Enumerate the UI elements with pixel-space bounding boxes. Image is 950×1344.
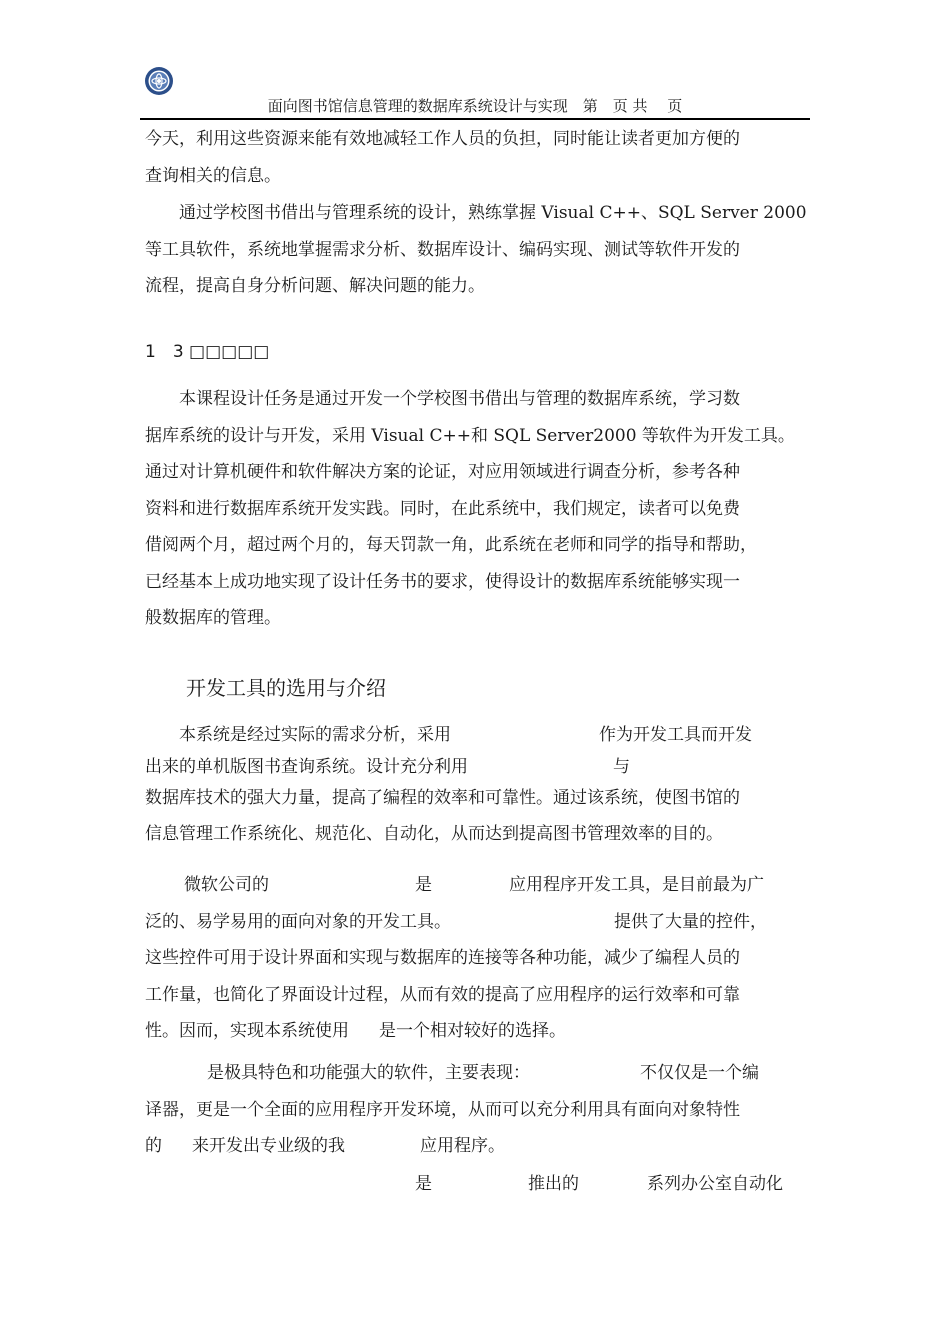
text-fragment: 本系统是经过实际的需求分析，采用 [179, 725, 451, 745]
text-fragment: 不仅仅是一个编 [640, 1063, 759, 1083]
text-fragment: 泛的、易学易用的面向对象的开发工具。 [145, 911, 451, 932]
paragraph-software-features [145, 1055, 808, 1165]
text-fragment: 系列办公室自动化 [647, 1174, 783, 1194]
text-fragment: 性。因而，实现本系统使用 [145, 1021, 349, 1041]
paragraph-design-task [145, 381, 808, 637]
text-line: 本课程设计任务是通过开发一个学校图书借出与管理的数据库系统，学习数 [179, 389, 740, 409]
header-divider [140, 118, 810, 120]
text-line: 通过学校图书借出与管理系统的设计，熟练掌握 Visual C++、SQL Server 2000 [179, 203, 807, 223]
text-fragment: 的 [145, 1136, 162, 1156]
text-line [145, 1055, 808, 1092]
text-fragment: 出来的单机版图书查询系统。设计充分利用 [145, 756, 468, 777]
text-fragment: 是极具特色和功能强大的软件，主要表现： [207, 1063, 530, 1083]
text-line [145, 717, 808, 754]
text-line: 等工具软件，系统地掌握需求分析、数据库设计、编码实现、测试等软件开发的 [145, 239, 740, 260]
paragraph-office-suite [145, 1166, 808, 1203]
paragraph-system-overview [145, 717, 808, 853]
text-line: 这些控件可用于设计界面和实现与数据库的连接等各种功能，减少了编程人员的 [145, 948, 740, 968]
text-fragment: 是 [415, 875, 432, 895]
text-fragment: 作为开发工具而开发 [599, 725, 752, 745]
text-fragment: 应用程序。 [420, 1136, 505, 1156]
text-line: 借阅两个月，超过两个月的，每天罚款一角，此系统在老师和同学的指导和帮助， [145, 535, 757, 555]
text-line: 信息管理工作系统化、规范化、自动化，从而达到提高图书管理效率的目的。 [145, 824, 723, 844]
text-fragment: 应用程序开发工具，是目前最为广 [509, 875, 764, 895]
text-fragment: 提供了大量的控件， [614, 911, 767, 932]
text-line [145, 1128, 808, 1165]
text-line [145, 1166, 808, 1203]
section-heading: 1 3 □□□□□ [145, 342, 270, 362]
text-fragment: 与 [613, 756, 630, 777]
text-line: 译器，更是一个全面的应用程序开发环境，从而可以充分利用具有面向对象特性 [145, 1099, 740, 1120]
text-line [145, 904, 808, 941]
text-line [145, 1013, 808, 1050]
page-header-title: 面向图书馆信息管理的数据库系统设计与实现 第 页 共 页 [267, 97, 683, 115]
subsection-heading: 开发工具的选用与介绍 [186, 676, 386, 700]
text-line: 资料和进行数据库系统开发实践。同时，在此系统中，我们规定，读者可以免费 [145, 498, 740, 519]
paragraph-dev-tool-intro [145, 867, 808, 1050]
text-line: 已经基本上成功地实现了设计任务书的要求，使得设计的数据库系统能够实现一 [145, 571, 740, 592]
text-line [145, 754, 808, 780]
text-fragment: 是一个相对较好的选择。 [379, 1021, 566, 1041]
text-line: 今天，利用这些资源来能有效地减轻工作人员的负担，同时能让读者更加方便的 [145, 129, 740, 149]
text-fragment: 推出的 [528, 1174, 579, 1194]
intro-paragraph [145, 121, 808, 194]
text-line: 工作量，也简化了界面设计过程，从而有效的提高了应用程序的运行效率和可靠 [145, 984, 740, 1005]
university-logo [144, 66, 174, 96]
text-line: 般数据库的管理。 [145, 608, 281, 628]
text-line: 据库系统的设计与开发，采用 Visual C++和 SQL Server2000 等软件为开发工具。 [145, 425, 795, 446]
text-line: 通过对计算机硬件和软件解决方案的论证，对应用领域进行调查分析，参考各种 [145, 462, 740, 482]
text-fragment: 来开发出专业级的我 [192, 1136, 345, 1156]
paragraph-learning-goals [145, 195, 808, 305]
text-line: 查询相关的信息。 [145, 165, 281, 186]
text-line [145, 867, 808, 904]
text-line: 流程，提高自身分析问题、解决问题的能力。 [145, 276, 485, 296]
text-line: 数据库技术的强大力量，提高了编程的效率和可靠性。通过该系统，使图书馆的 [145, 787, 740, 808]
text-fragment: 是 [415, 1174, 432, 1194]
text-fragment: 微软公司的 [184, 875, 269, 895]
